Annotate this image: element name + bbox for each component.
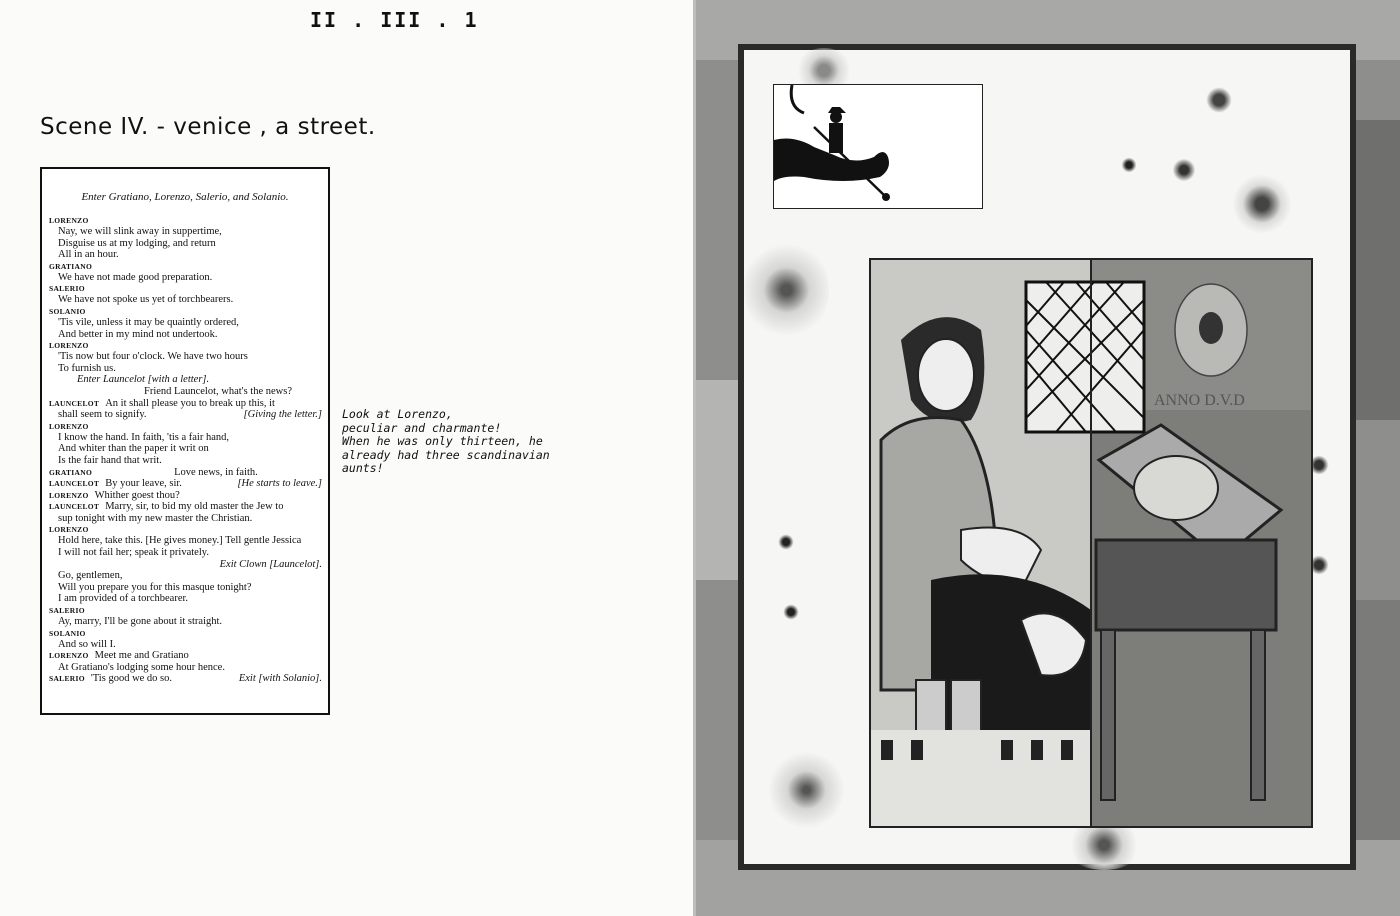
narration-text	[342, 408, 642, 476]
script-line	[49, 673, 322, 685]
ink-blot	[1164, 150, 1204, 190]
script-line	[49, 340, 322, 351]
script-line	[49, 478, 322, 490]
dialogue-text: Ay, marry, I'll be gone about it straight.	[58, 616, 223, 628]
script-line	[49, 374, 322, 386]
script-line	[49, 398, 322, 410]
script-line	[49, 650, 322, 662]
narration-line: already had three scandinavian	[342, 447, 550, 462]
script-line	[49, 501, 322, 513]
portrait-illustration	[871, 260, 1311, 826]
dialogue-text: shall seem to signify.	[58, 409, 147, 421]
speaker-name: GRATIANO	[49, 261, 93, 271]
lorenzo-portrait-painting	[869, 258, 1313, 828]
script-line	[49, 490, 322, 502]
dialogue-text: Meet me and Gratiano	[94, 650, 189, 662]
speaker-name: LAUNCELOT	[49, 398, 100, 408]
dialogue-text: And better in my mind not undertook.	[58, 328, 218, 340]
play-text-box	[40, 167, 330, 715]
speaker-name: LORENZO	[49, 651, 89, 661]
dialogue-text: sup tonight with my new master the Christian.	[58, 512, 253, 524]
page-number: II . III . 1	[310, 8, 479, 32]
script-line	[49, 535, 322, 547]
ink-blot	[769, 750, 844, 830]
script-line	[49, 249, 322, 261]
script-line	[49, 306, 322, 317]
dialogue-text: Nay, we will slink away in suppertime,	[58, 226, 222, 237]
speaker-name: SALERIO	[49, 606, 85, 616]
dialogue-text: We have not spoke us yet of torchbearers.	[58, 294, 234, 306]
script-line	[49, 421, 322, 432]
ink-blot	[774, 530, 798, 554]
left-page	[0, 0, 693, 916]
speaker-name: LORENZO	[49, 216, 89, 225]
speaker-name: SALERIO	[49, 284, 85, 294]
dialogue-text: Disguise us at my lodging, and return	[58, 237, 216, 249]
speaker-name: LAUNCELOT	[49, 479, 100, 489]
dialogue-text: I will not fail her; speak it privately.	[58, 547, 209, 559]
script-line	[49, 593, 322, 605]
script-line	[49, 524, 322, 535]
script-line	[49, 605, 322, 616]
gondolier-illustration	[774, 85, 981, 207]
stage-direction: [Giving the letter.]	[243, 409, 322, 421]
painting-inscription: ANNO D.V.D	[1154, 392, 1245, 409]
stage-direction: [He starts to leave.]	[237, 478, 322, 490]
script-line	[49, 351, 322, 363]
speaker-name: SOLANIO	[49, 306, 86, 316]
script-line	[49, 317, 322, 329]
stage-direction: Enter Launcelot [with a letter].	[77, 374, 210, 386]
script-line	[49, 261, 322, 272]
gondola-stamp	[773, 84, 983, 209]
script-line	[49, 272, 322, 284]
speaker-name: GRATIANO	[49, 467, 93, 477]
dialogue-text: I know the hand. In faith, 'tis a fair hand,	[58, 431, 230, 443]
dialogue-text: Whither goest thou?	[94, 489, 180, 501]
ink-blot	[1114, 150, 1144, 180]
right-page	[696, 0, 1400, 916]
script-line	[49, 329, 322, 341]
dialogue-text: 'Tis good we do so.	[90, 673, 173, 685]
script-line	[49, 662, 322, 674]
speaker-name: SOLANIO	[49, 628, 86, 638]
speaker-name: LORENZO	[49, 525, 89, 535]
dialogue-text: An it shall please you to break up this, it	[105, 397, 275, 409]
speaker-name: SALERIO	[49, 674, 85, 684]
script-line	[49, 409, 322, 421]
scene-heading: Scene IV. - venice , a street.	[40, 114, 376, 140]
ink-blot	[779, 600, 803, 624]
script-line	[49, 513, 322, 525]
script-line	[49, 215, 322, 226]
speaker-name: LAUNCELOT	[49, 502, 100, 512]
dialogue-text: Will you prepare you for this masque tonight?	[58, 581, 252, 593]
dialogue-text: All in an hour.	[58, 249, 119, 261]
stage-direction: Exit [with Solanio].	[238, 673, 322, 685]
script-line	[49, 283, 322, 294]
dialogue-text: 'Tis vile, unless it may be quaintly ordered,	[58, 316, 239, 328]
script-line	[49, 432, 322, 444]
script-line	[49, 467, 322, 479]
ink-blot	[1232, 174, 1292, 234]
speaker-name: LORENZO	[49, 490, 89, 500]
script-line	[49, 238, 322, 250]
dialogue-text: Hold here, take this. [He gives money.] Tell gentle Jessica	[58, 535, 302, 547]
script-line	[49, 294, 322, 306]
dialogue-text: Go, gentlemen,	[58, 570, 123, 582]
dialogue-text: And whiter than the paper it writ on	[58, 443, 209, 455]
dialogue-text: Marry, sir, to bid my old master the Jew to	[105, 501, 284, 513]
script-line	[49, 639, 322, 651]
dialogue-text: We have not made good preparation.	[58, 271, 213, 283]
narration-line: peculiar and charmante!	[342, 420, 502, 435]
dialogue-text: To furnish us.	[58, 362, 116, 374]
dialogue-text: Love news, in faith.	[174, 466, 258, 478]
script-line	[49, 455, 322, 467]
narration-line: Look at Lorenzo,	[342, 407, 453, 421]
script-line	[49, 570, 322, 582]
script-line	[49, 386, 322, 398]
script-line	[49, 443, 322, 455]
speaker-name: LORENZO	[49, 421, 89, 431]
speaker-name: LORENZO	[49, 341, 89, 351]
script-line	[49, 616, 322, 628]
dialogue-text: I am provided of a torchbearer.	[58, 593, 189, 605]
stage-direction: Exit Clown [Launcelot].	[219, 558, 322, 570]
dialogue-text: 'Tis now but four o'clock. We have two hours	[58, 351, 248, 363]
script-line	[49, 582, 322, 594]
script-line	[49, 547, 322, 559]
script-line	[49, 628, 322, 639]
script-line	[49, 559, 322, 571]
dialogue-text: By your leave, sir.	[105, 478, 182, 490]
script-lines	[49, 215, 322, 685]
stage-direction: Enter Gratiano, Lorenzo, Salerio, and Solanio.	[81, 191, 289, 203]
narration-line: When he was only thirteen, he	[342, 434, 543, 448]
ink-blot	[1199, 80, 1239, 120]
script-line	[49, 226, 322, 238]
dialogue-text: At Gratiano's lodging some hour hence.	[58, 661, 225, 673]
ink-blot	[744, 240, 829, 340]
dialogue-text: Is the fair hand that writ.	[58, 454, 162, 466]
narration-line: aunts!	[342, 461, 384, 475]
dialogue-text: Friend Launcelot, what's the news?	[144, 385, 292, 397]
dialogue-text: And so will I.	[58, 638, 116, 650]
script-line	[49, 363, 322, 375]
